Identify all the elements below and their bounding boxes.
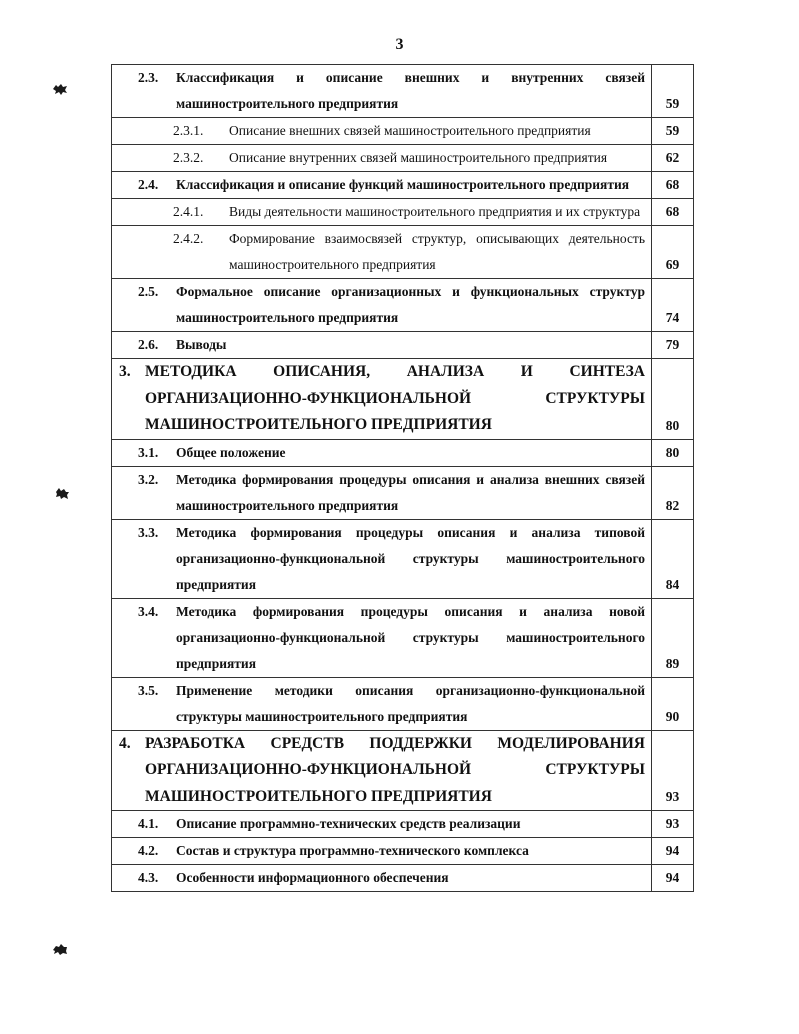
- toc-row: [112, 199, 694, 226]
- toc-entry: [112, 811, 652, 838]
- toc-entry: [112, 439, 652, 466]
- section-number: 2.3.: [138, 70, 159, 85]
- section-title: Формальное описание организационных и функциональных структур машиностроительного предприятия: [176, 284, 645, 325]
- section-number: 2.4.2.: [173, 231, 204, 246]
- section-title: Особенности информационного обеспечения: [176, 870, 449, 885]
- section-title: Описание внешних связей машиностроительного предприятия: [229, 123, 591, 138]
- toc-row: [112, 226, 694, 279]
- chapter-title: МЕТОДИКА ОПИСАНИЯ, АНАЛИЗА И СИНТЕЗА ОРГАНИЗАЦИОННО-ФУНКЦИОНАЛЬНОЙ СТРУКТУРЫ МАШИНОСТРОИТЕЛЬНОГО ПРЕДПРИЯТИЯ: [145, 363, 645, 433]
- toc-row: [112, 677, 694, 730]
- section-title: Формирование взаимосвязей структур, описывающих деятельность машиностроительного предприятия: [229, 231, 645, 272]
- toc-row: [112, 118, 694, 145]
- toc-row: [112, 466, 694, 519]
- toc-entry: [112, 118, 652, 145]
- section-title: Описание внутренних связей машиностроительного предприятия: [229, 150, 608, 165]
- section-title: Методика формирования процедуры описания и анализа внешних связей машиностроительного предприятия: [176, 471, 645, 513]
- section-number: 2.4.: [138, 177, 159, 192]
- page-number: 3: [395, 36, 404, 53]
- toc-row: [112, 598, 694, 677]
- section-number: 4.3.: [138, 870, 159, 885]
- toc-entry: [112, 172, 652, 199]
- section-number: 3.4.: [138, 603, 159, 619]
- toc-entry: [112, 677, 652, 730]
- chapter-title: РАЗРАБОТКА СРЕДСТВ ПОДДЕРЖКИ МОДЕЛИРОВАНИЯ ОРГАНИЗАЦИОННО-ФУНКЦИОНАЛЬНОЙ СТРУКТУРЫ МАШИНОСТРОИТЕЛЬНОГО ПРЕДПРИЯТИЯ: [145, 734, 645, 805]
- toc-entry: [112, 519, 652, 598]
- toc-row: [112, 279, 694, 332]
- page-ref: 80: [652, 439, 694, 466]
- toc-entry: [112, 226, 652, 279]
- section-number: 3.2.: [138, 471, 159, 487]
- binding-hole-mark: [52, 943, 68, 956]
- section-title: Виды деятельности машиностроительного предприятия и их структура: [229, 204, 641, 219]
- page-ref: 68: [652, 172, 694, 199]
- section-title: Классификация и описание функций машиностроительного предприятия: [176, 177, 630, 192]
- page-ref: 80: [652, 359, 694, 440]
- section-title: Применение методики описания организационно-функциональной структуры машиностроительного предприятия: [176, 682, 645, 724]
- section-title: Описание программно-технических средств реализации: [176, 816, 521, 831]
- section-number: 2.6.: [138, 337, 159, 352]
- toc-entry: [112, 730, 652, 811]
- page-ref: 59: [652, 118, 694, 145]
- section-number: 2.5.: [138, 284, 159, 299]
- page-ref: 79: [652, 332, 694, 359]
- page-ref: 94: [652, 865, 694, 892]
- section-number: 2.3.2.: [173, 150, 204, 165]
- section-title: Состав и структура программно-технического комплекса: [176, 843, 529, 858]
- toc-row: [112, 838, 694, 865]
- page-ref: 94: [652, 838, 694, 865]
- section-title: Общее положение: [176, 444, 286, 460]
- page-ref: 69: [652, 226, 694, 279]
- page-ref: 74: [652, 279, 694, 332]
- page-ref: 68: [652, 199, 694, 226]
- chapter-number: 4.: [119, 734, 131, 752]
- binding-hole-mark: [52, 83, 68, 96]
- toc-row: [112, 145, 694, 172]
- toc-row: [112, 865, 694, 892]
- toc-entry: [112, 865, 652, 892]
- toc-entry: [112, 466, 652, 519]
- section-title: Классификация и описание внешних и внутренних связей машиностроительного предприятия: [176, 70, 645, 111]
- toc-entry: [112, 598, 652, 677]
- page-ref: 90: [652, 677, 694, 730]
- toc-entry: [112, 145, 652, 172]
- toc-row: [112, 439, 694, 466]
- toc-entry: [112, 332, 652, 359]
- page-ref: 82: [652, 466, 694, 519]
- toc-entry: [112, 359, 652, 440]
- toc-row: [112, 65, 694, 118]
- page-ref: 93: [652, 811, 694, 838]
- page-ref: 93: [652, 730, 694, 811]
- section-number: 2.4.1.: [173, 204, 204, 219]
- toc-entry: [112, 838, 652, 865]
- toc-row: [112, 730, 694, 811]
- section-number: 4.2.: [138, 843, 159, 858]
- toc-row: [112, 332, 694, 359]
- section-number: 4.1.: [138, 816, 159, 831]
- page-ref: 89: [652, 598, 694, 677]
- toc-entry: [112, 199, 652, 226]
- section-number: 3.5.: [138, 682, 159, 698]
- page-ref: 59: [652, 65, 694, 118]
- toc-row: [112, 811, 694, 838]
- toc-row: [112, 359, 694, 440]
- page-ref: 62: [652, 145, 694, 172]
- page-ref: 84: [652, 519, 694, 598]
- table-of-contents: [111, 64, 694, 892]
- toc-entry: [112, 279, 652, 332]
- toc-row: [112, 172, 694, 199]
- section-number: 2.3.1.: [173, 123, 204, 138]
- section-number: 3.1.: [138, 444, 159, 460]
- section-title: Методика формирования процедуры описания и анализа новой организационно-функциональной структуры машиностроительного предприятия: [176, 603, 645, 671]
- toc-row: [112, 519, 694, 598]
- chapter-number: 3.: [119, 363, 131, 380]
- toc-entry: [112, 65, 652, 118]
- binding-hole-mark: [54, 487, 70, 500]
- section-title: Методика формирования процедуры описания и анализа типовой организационно-функциональной структуры машиностроительного предприятия: [176, 524, 645, 592]
- section-title: Выводы: [176, 337, 227, 352]
- section-number: 3.3.: [138, 524, 159, 540]
